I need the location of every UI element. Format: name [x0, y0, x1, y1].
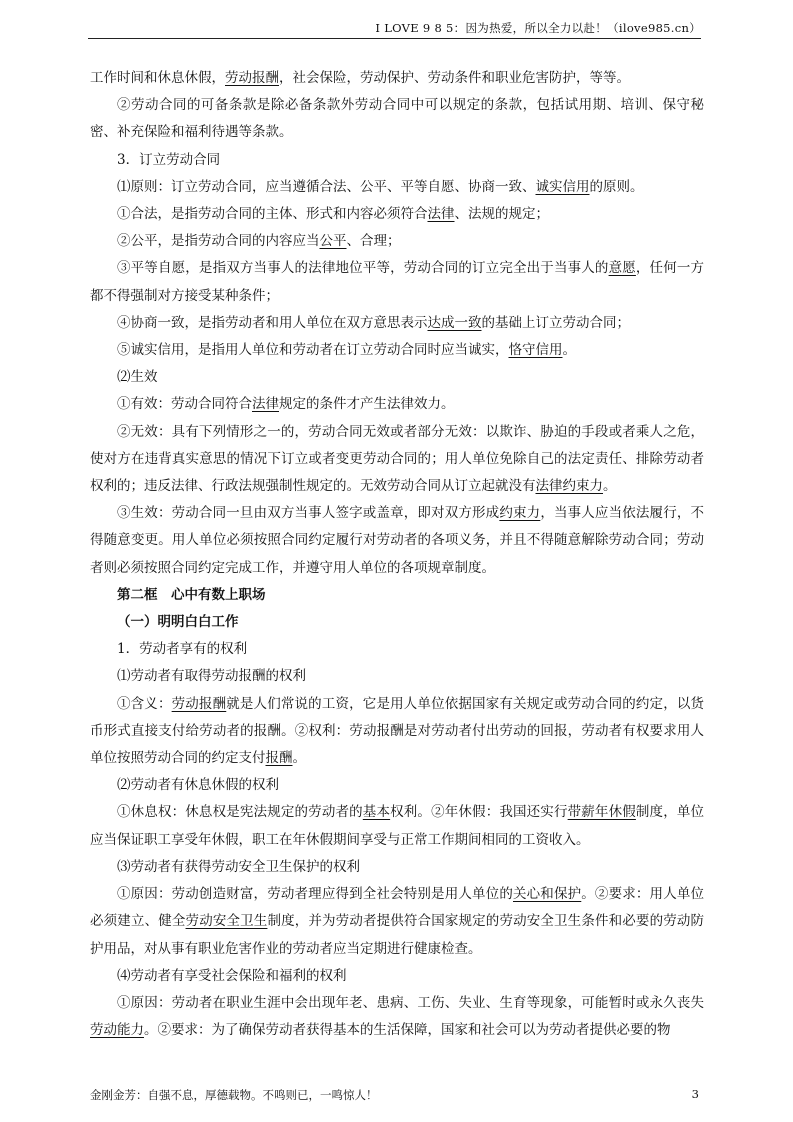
text-run: 。: [603, 478, 617, 495]
text-run: 的原则。: [589, 178, 644, 195]
text-run: ⑴劳动者有取得劳动报酬的权利: [117, 668, 306, 685]
underlined-keyword: 劳动报酬: [171, 695, 227, 712]
paragraph: [90, 337, 704, 364]
underlined-keyword: 报酬: [265, 750, 293, 767]
page-number: 3: [691, 1087, 699, 1101]
text-run: ④协商一致，是指劳动者和用人单位在双方意思表示: [117, 314, 428, 331]
text-run: ①有效：劳动合同符合: [117, 396, 252, 413]
text-run: 3．订立劳动合同: [117, 151, 221, 168]
text-run: ，当事人应当依法履行，不得随意变更。用人单位必须按照合同约定履行对劳动者的各项义务，并且不得随意解除劳动合同；劳动者则必须按照合同约定完成工作，并遵守用人单位的各项规章制度。: [90, 505, 705, 576]
underlined-keyword: 达成一致: [427, 314, 482, 331]
page-footer: [90, 1087, 699, 1103]
text-run: ①原因：劳动者在职业生涯中会出现年老、患病、工伤、失业、生育等现象，可能暂时或永久丧失: [117, 994, 704, 1011]
text-run: 工作时间和休息休假，: [90, 70, 225, 86]
paragraph: [90, 364, 704, 391]
underlined-keyword: 劳动能力: [90, 1022, 144, 1039]
text-run: （一）明明白白工作: [117, 614, 239, 631]
section-heading: [90, 582, 704, 609]
paragraph: [90, 419, 704, 501]
section-heading: [90, 609, 704, 636]
text-run: ⑴原则：订立劳动合同，应当遵循合法、公平、平等自愿、协商一致、: [117, 178, 536, 195]
underlined-keyword: 诚实信用: [535, 178, 590, 195]
text-run: 的基础上订立劳动合同；: [481, 314, 630, 331]
text-run: 就是人们常说的工资，它是用人单位依据国家有关规定或劳动合同的约定，以货币形式直接支付给劳动者的报酬。②权利：劳动报酬是对劳动者付出劳动的回报，劳动者有权要求用人单位按照劳动合同的约定支付: [90, 695, 705, 767]
text-run: 制度，并为劳动者提供符合国家规定的劳动安全卫生条件和必要的劳动防护用品，对从事有职业危害作业的劳动者应当定期进行健康检查。: [90, 913, 705, 957]
paragraph: [90, 881, 704, 963]
paragraph: [90, 174, 704, 201]
text-run: ⑤诚实信用，是指用人单位和劳动者在订立劳动合同时应当诚实，: [117, 342, 509, 359]
text-run: ①含义：: [117, 695, 172, 712]
text-run: ⑶劳动者有获得劳动安全卫生保护的权利: [117, 858, 360, 875]
text-run: 、合理；: [346, 233, 401, 250]
text-run: ②公平，是指劳动合同的内容应当: [117, 233, 320, 250]
text-run: ①原因：劳动创造财富，劳动者理应得到全社会特别是用人单位的: [117, 886, 513, 903]
underlined-keyword: 法律: [252, 396, 279, 413]
paragraph: [90, 228, 704, 255]
paragraph: [90, 255, 704, 309]
paragraph: [90, 92, 704, 146]
paragraph: [90, 636, 704, 663]
text-run: 。②要求：用人单位必须建立、健全: [90, 886, 705, 930]
underlined-keyword: 关心和保护: [513, 886, 582, 903]
underlined-keyword: 意愿: [608, 260, 636, 277]
paragraph: [90, 500, 704, 582]
text-run: 制度，单位应当保证职工享受年休假，职工在年休假期间享受与正常工作期间相同的工资收入。: [90, 804, 705, 848]
paragraph: [90, 310, 704, 337]
page-header: I LOVE 9 8 5：因为热爱，所以全力以赴！（ilove985.cn）: [88, 18, 701, 39]
text-run: 。②要求：为了确保劳动者获得基本的生活保障，国家和社会可以为劳动者提供必要的物: [144, 1022, 671, 1039]
paragraph: [90, 65, 704, 92]
text-run: ⑷劳动者有享受社会保险和福利的权利: [117, 967, 347, 984]
paragraph: [90, 663, 704, 690]
text-run: ，社会保险，劳动保护、劳动条件和职业危害防护，等等。: [279, 70, 630, 86]
paragraph: [90, 691, 704, 773]
text-run: 规定的条件才产生法律效力。: [279, 396, 455, 413]
document-body: [90, 65, 704, 1044]
text-run: ②无效：具有下列情形之一的，劳动合同无效或者部分无效：以欺诈、胁迫的手段或者乘人之危，使对方在违背真实意思的情况下订立或者变更劳动合同的；用人单位免除自己的法定责任、排除劳动者权利的；违反法律、行政法规强制性规定的。无效劳动合同从订立起就没有: [90, 423, 704, 495]
underlined-keyword: 基本: [362, 804, 391, 821]
footer-motto: 金刚金芳：自强不息，厚德载物。不鸣则已，一鸣惊人！: [90, 1088, 378, 1102]
paragraph: [90, 201, 704, 228]
underlined-keyword: 恪守信用: [508, 342, 563, 359]
paragraph: [90, 990, 704, 1044]
text-run: ①休息权：休息权是宪法规定的劳动者的: [117, 804, 363, 821]
paragraph: [90, 147, 704, 174]
paragraph: [90, 391, 704, 418]
paragraph: [90, 772, 704, 799]
text-run: ②劳动合同的可备条款是除必备条款外劳动合同中可以规定的条款，包括试用期、培训、保守秘密、补充保险和福利待遇等条款。: [90, 97, 704, 141]
underlined-keyword: 带薪年休假: [567, 804, 636, 821]
paragraph: [90, 963, 704, 990]
text-run: 。: [292, 750, 306, 767]
text-run: ③生效：劳动合同一旦由双方当事人签字或盖章，即对双方形成: [117, 505, 500, 522]
underlined-keyword: 劳动安全卫生: [185, 913, 268, 930]
text-run: ①合法，是指劳动合同的主体、形式和内容必须符合: [117, 206, 428, 223]
text-run: ⑵劳动者有休息休假的权利: [117, 777, 279, 794]
text-run: 、法规的规定；: [454, 206, 549, 223]
text-run: ，任何一方都不得强制对方接受某种条件；: [90, 260, 705, 304]
underlined-keyword: 劳动报酬: [225, 70, 279, 86]
paragraph: [90, 854, 704, 881]
paragraph: [90, 799, 704, 853]
text-run: ③平等自愿，是指双方当事人的法律地位平等，劳动合同的订立完全出于当事人的: [117, 260, 609, 277]
underlined-keyword: 约束力: [499, 505, 541, 522]
underlined-keyword: 公平: [319, 233, 347, 250]
underlined-keyword: 法律: [427, 206, 455, 223]
text-run: 。: [562, 342, 576, 359]
text-run: ⑵生效: [117, 369, 158, 386]
text-run: 1．劳动者享有的权利: [117, 641, 248, 658]
text-run: 权利。②年休假：我国还实行: [390, 804, 568, 821]
text-run: 第二框 心中有数上职场: [117, 586, 266, 603]
underlined-keyword: 法律约束力: [535, 478, 603, 495]
